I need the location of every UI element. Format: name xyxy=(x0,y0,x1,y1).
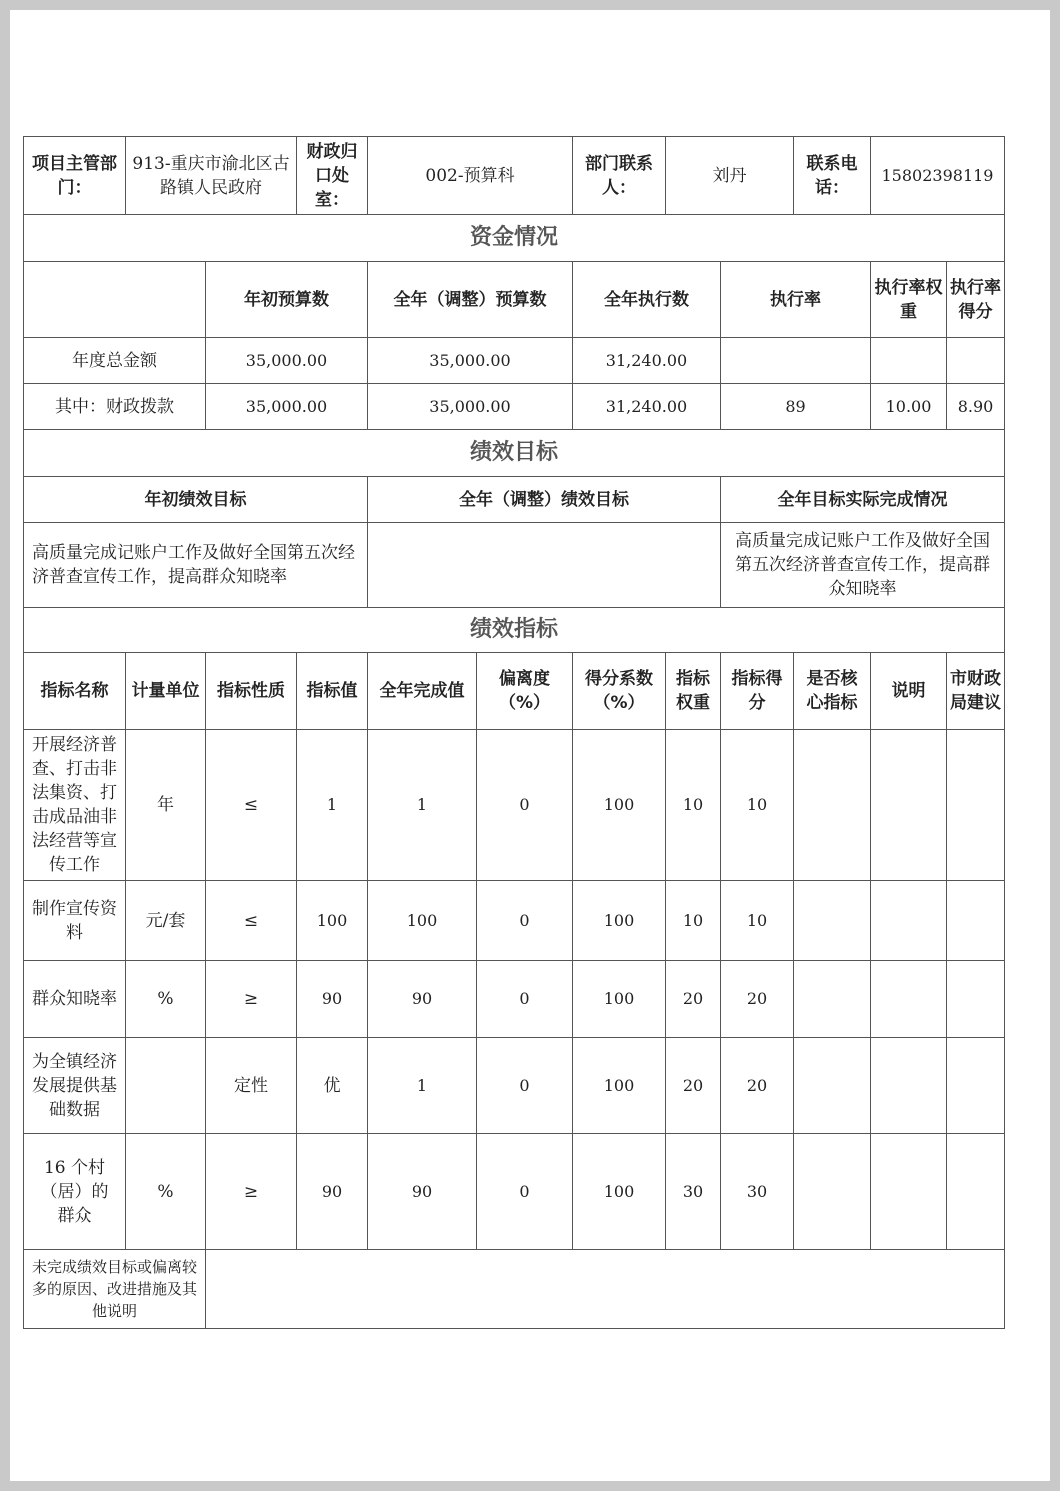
indicator-score: 10 xyxy=(721,881,794,961)
indicator-coefficient: 100 xyxy=(573,961,666,1038)
indicator-note xyxy=(871,1038,947,1134)
dept-value: 913-重庆市渝北区古路镇人民政府 xyxy=(126,137,297,215)
funds-cell xyxy=(871,338,947,384)
funds-cell xyxy=(721,338,871,384)
indicator-deviation: 0 xyxy=(477,1038,573,1134)
phone-value: 15802398119 xyxy=(871,137,1005,215)
goals-section-title: 绩效目标 xyxy=(24,430,1005,477)
funds-cell: 31,240.00 xyxy=(573,338,721,384)
goals-value-adjusted xyxy=(368,523,721,608)
indicator-target: 90 xyxy=(297,1134,368,1250)
indicator-weight: 10 xyxy=(666,730,721,881)
funds-header xyxy=(24,262,206,338)
indicator-coefficient: 100 xyxy=(573,1134,666,1250)
indicator-score: 30 xyxy=(721,1134,794,1250)
funds-header: 全年执行数 xyxy=(573,262,721,338)
indicator-score: 10 xyxy=(721,730,794,881)
funds-cell: 8.90 xyxy=(947,384,1005,430)
goals-header: 全年目标实际完成情况 xyxy=(721,477,1005,523)
goals-header: 年初绩效目标 xyxy=(24,477,368,523)
indicator-actual: 1 xyxy=(368,730,477,881)
indicator-header: 指标权重 xyxy=(666,653,721,730)
indicator-weight: 30 xyxy=(666,1134,721,1250)
indicator-core xyxy=(794,730,871,881)
funds-cell: 10.00 xyxy=(871,384,947,430)
goals-header: 全年（调整）绩效目标 xyxy=(368,477,721,523)
indicator-note xyxy=(871,961,947,1038)
dept-label: 项目主管部门： xyxy=(24,137,126,215)
indicator-unit: % xyxy=(126,1134,206,1250)
funds-header: 全年（调整）预算数 xyxy=(368,262,573,338)
funds-cell: 31,240.00 xyxy=(573,384,721,430)
indicator-unit xyxy=(126,1038,206,1134)
funds-cell: 35,000.00 xyxy=(206,384,368,430)
indicator-header: 偏离度（%） xyxy=(477,653,573,730)
funds-cell: 35,000.00 xyxy=(206,338,368,384)
indicator-deviation: 0 xyxy=(477,1134,573,1250)
indicator-unit: % xyxy=(126,961,206,1038)
finance-value: 002-预算科 xyxy=(368,137,573,215)
funds-row-label: 年度总金额 xyxy=(24,338,206,384)
goals-value-initial: 高质量完成记账户工作及做好全国第五次经济普查宣传工作，提高群众知晓率 xyxy=(24,523,368,608)
finance-label: 财政归口处室： xyxy=(297,137,368,215)
indicator-actual: 90 xyxy=(368,1134,477,1250)
indicator-advice xyxy=(947,1134,1005,1250)
indicator-core xyxy=(794,1134,871,1250)
footer-value xyxy=(206,1250,1005,1329)
indicator-header: 是否核心指标 xyxy=(794,653,871,730)
indicator-name: 为全镇经济发展提供基础数据 xyxy=(24,1038,126,1134)
indicator-advice xyxy=(947,961,1005,1038)
indicator-name: 16 个村（居）的群众 xyxy=(24,1134,126,1250)
indicator-header: 指标性质 xyxy=(206,653,297,730)
indicator-name: 开展经济普查、打击非法集资、打击成品油非法经营等宣传工作 xyxy=(24,730,126,881)
funds-header: 执行率权重 xyxy=(871,262,947,338)
indicator-deviation: 0 xyxy=(477,881,573,961)
goals-value-actual: 高质量完成记账户工作及做好全国第五次经济普查宣传工作，提高群众知晓率 xyxy=(721,523,1005,608)
indicator-note xyxy=(871,1134,947,1250)
indicator-target: 100 xyxy=(297,881,368,961)
indicator-actual: 1 xyxy=(368,1038,477,1134)
phone-label: 联系电话： xyxy=(794,137,871,215)
indicator-weight: 10 xyxy=(666,881,721,961)
funds-header: 执行率 xyxy=(721,262,871,338)
indicator-advice xyxy=(947,1038,1005,1134)
indicator-header: 得分系数（%） xyxy=(573,653,666,730)
indicator-coefficient: 100 xyxy=(573,730,666,881)
funds-section-title: 资金情况 xyxy=(24,215,1005,262)
indicator-header: 说明 xyxy=(871,653,947,730)
contact-value: 刘丹 xyxy=(666,137,794,215)
indicator-header: 指标名称 xyxy=(24,653,126,730)
indicator-header: 指标得分 xyxy=(721,653,794,730)
indicator-note xyxy=(871,881,947,961)
indicator-score: 20 xyxy=(721,961,794,1038)
indicators-section-title: 绩效指标 xyxy=(24,608,1005,653)
indicator-target: 1 xyxy=(297,730,368,881)
indicator-name: 群众知晓率 xyxy=(24,961,126,1038)
funds-cell: 35,000.00 xyxy=(368,384,573,430)
indicator-nature: ≥ xyxy=(206,961,297,1038)
funds-cell: 89 xyxy=(721,384,871,430)
indicator-header: 市财政局建议 xyxy=(947,653,1005,730)
indicator-deviation: 0 xyxy=(477,730,573,881)
indicator-advice xyxy=(947,730,1005,881)
indicator-header: 计量单位 xyxy=(126,653,206,730)
funds-cell: 35,000.00 xyxy=(368,338,573,384)
indicator-weight: 20 xyxy=(666,1038,721,1134)
indicator-actual: 90 xyxy=(368,961,477,1038)
indicator-coefficient: 100 xyxy=(573,881,666,961)
indicator-note xyxy=(871,730,947,881)
performance-table xyxy=(23,136,1005,1329)
funds-row-label: 其中：财政拨款 xyxy=(24,384,206,430)
indicator-core xyxy=(794,881,871,961)
indicator-core xyxy=(794,1038,871,1134)
indicator-deviation: 0 xyxy=(477,961,573,1038)
indicator-advice xyxy=(947,881,1005,961)
contact-label: 部门联系人： xyxy=(573,137,666,215)
funds-cell xyxy=(947,338,1005,384)
indicator-header: 指标值 xyxy=(297,653,368,730)
indicator-actual: 100 xyxy=(368,881,477,961)
footer-label: 未完成绩效目标或偏离较多的原因、改进措施及其他说明 xyxy=(24,1250,206,1329)
indicator-nature: ≥ xyxy=(206,1134,297,1250)
indicator-weight: 20 xyxy=(666,961,721,1038)
indicator-coefficient: 100 xyxy=(573,1038,666,1134)
indicator-nature: ≤ xyxy=(206,881,297,961)
indicator-name: 制作宣传资料 xyxy=(24,881,126,961)
indicator-unit: 元/套 xyxy=(126,881,206,961)
indicator-nature: 定性 xyxy=(206,1038,297,1134)
indicator-core xyxy=(794,961,871,1038)
indicator-nature: ≤ xyxy=(206,730,297,881)
indicator-score: 20 xyxy=(721,1038,794,1134)
indicator-target: 90 xyxy=(297,961,368,1038)
indicator-target: 优 xyxy=(297,1038,368,1134)
funds-header: 执行率得分 xyxy=(947,262,1005,338)
indicator-header: 全年完成值 xyxy=(368,653,477,730)
funds-header: 年初预算数 xyxy=(206,262,368,338)
indicator-unit: 年 xyxy=(126,730,206,881)
